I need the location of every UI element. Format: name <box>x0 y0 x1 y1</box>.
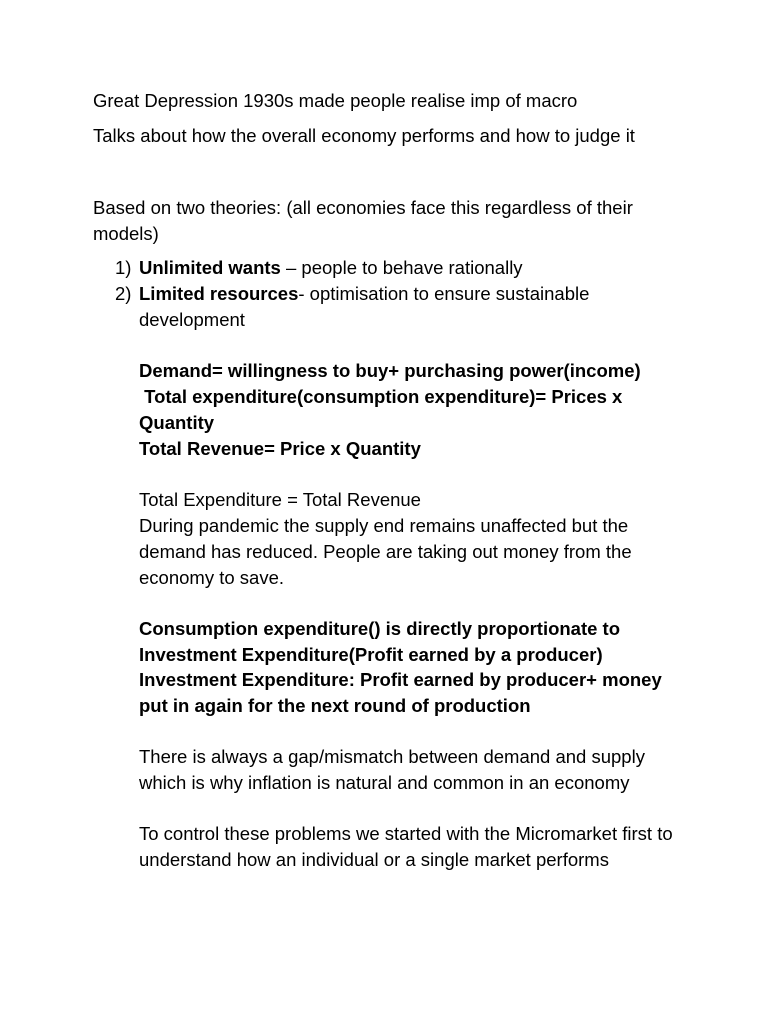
investment-definition: Investment Expenditure: Profit earned by producer+ money put in again for the next round of production <box>139 669 662 716</box>
list-item-text: – people to behave rationally <box>280 257 523 278</box>
list-item-bold: Unlimited wants <box>139 257 281 278</box>
list-number: 1) <box>115 257 132 278</box>
list-number: 2) <box>115 283 132 304</box>
control-paragraph: To control these problems we started with the Micromarket first to understand how an individual or a single market performs <box>139 823 673 870</box>
list-item-bold: Limited resources <box>139 283 299 304</box>
consumption-line: Consumption expenditure() is directly proportionate to <box>139 618 621 639</box>
intro-line-2: Talks about how the overall economy performs and how to judge it <box>93 125 635 146</box>
intro-line-1: Great Depression 1930s made people realise imp of macro <box>93 90 578 111</box>
equality-line: Total Expenditure = Total Revenue <box>139 489 421 510</box>
investment-line: Investment Expenditure(Profit earned by a producer) <box>139 644 603 665</box>
demand-formula: Demand= willingness to buy+ purchasing power(income) <box>139 360 641 381</box>
total-expenditure-formula: Total expenditure(consumption expenditure)= Prices x Quantity <box>139 386 628 433</box>
total-revenue-formula: Total Revenue= Price x Quantity <box>139 438 421 459</box>
gap-paragraph: There is always a gap/mismatch between demand and supply which is why inflation is natural and common in an economy <box>139 746 645 793</box>
pandemic-paragraph: During pandemic the supply end remains unaffected but the demand has reduced. People are taking out money from the economy to save. <box>139 515 632 588</box>
list-item <box>93 255 693 281</box>
theories-heading: Based on two theories: (all economies face this regardless of their models) <box>93 197 633 244</box>
list-item-text: - optimisation to ensure sustainable development <box>139 283 590 330</box>
list-item <box>93 281 693 330</box>
